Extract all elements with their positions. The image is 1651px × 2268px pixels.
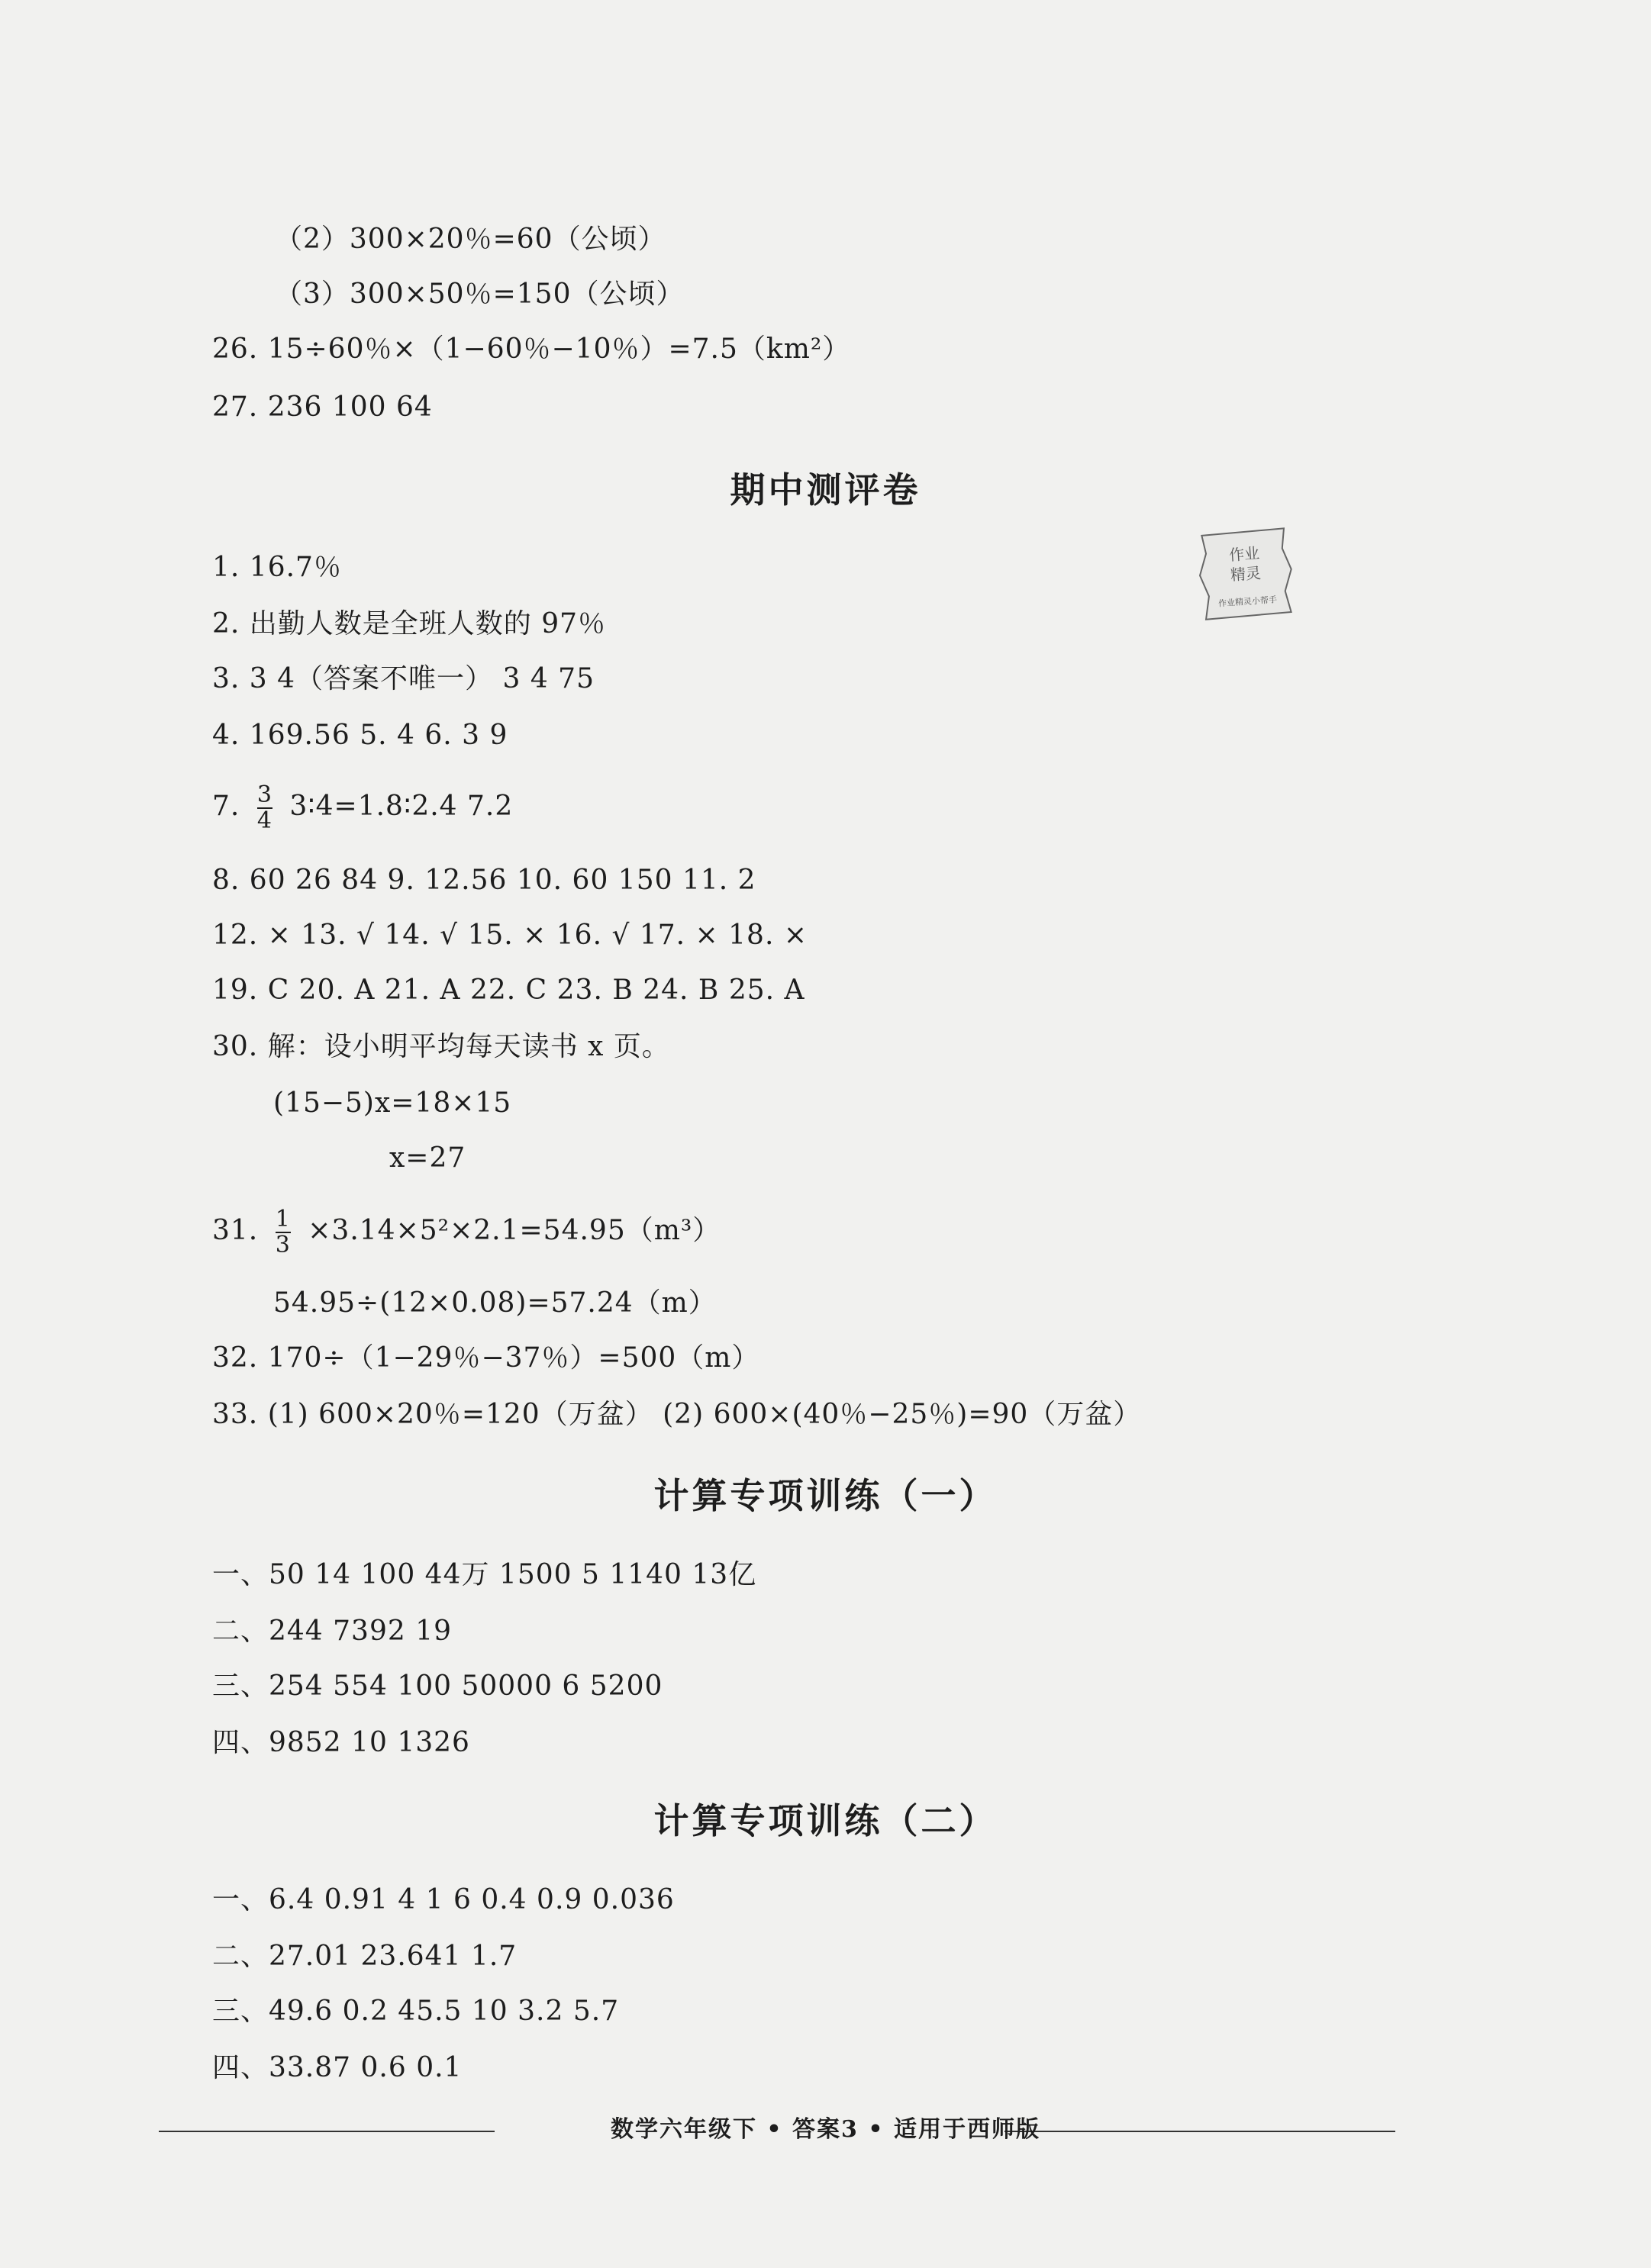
answer-line: 一、50 14 100 44万 1500 5 1140 13亿 <box>212 1559 757 1590</box>
answer-line: 二、27.01 23.641 1.7 <box>212 1941 518 1972</box>
answer-line: 1. 16.7％ <box>212 552 342 583</box>
fraction-denominator: 3 <box>275 1232 291 1258</box>
answer-line-with-fraction <box>212 783 513 833</box>
question-number: 31. <box>212 1215 259 1246</box>
section-title-midterm: 期中测评卷 <box>730 469 921 511</box>
question-number: 7. <box>212 791 240 822</box>
answer-line: 2. 出勤人数是全班人数的 97％ <box>212 608 607 639</box>
fraction <box>257 783 272 833</box>
answer-line: 19. C 20. A 21. A 22. C 23. B 24. B 25. A <box>212 975 805 1006</box>
fraction-numerator: 1 <box>275 1206 291 1232</box>
stamp-text: 精灵 <box>1230 563 1262 585</box>
stamp-text: 作业 <box>1228 543 1260 565</box>
answer-line: 四、9852 10 1326 <box>212 1727 470 1758</box>
answer-line: 3. 3 4（答案不唯一） 3 4 75 <box>212 663 595 694</box>
section-title-calc1: 计算专项训练（一） <box>653 1475 998 1516</box>
answer-text: 3∶4=1.8∶2.4 7.2 <box>289 791 514 822</box>
answer-line: 30. 解：设小明平均每天读书 x 页。 <box>212 1031 670 1062</box>
answer-line: （2）300×20％=60（公顷） <box>275 224 666 255</box>
equation-line: x=27 <box>389 1142 466 1174</box>
equation-line: 54.95÷(12×0.08)=57.24（m） <box>273 1287 717 1319</box>
answer-line: 8. 60 26 84 9. 12.56 10. 60 150 11. 2 <box>212 865 756 896</box>
answer-line: 一、6.4 0.91 4 1 6 0.4 0.9 0.036 <box>212 1884 675 1915</box>
answer-text: ×3.14×5²×2.1=54.95（m³） <box>308 1215 721 1246</box>
fraction <box>276 1207 291 1258</box>
fraction-numerator: 3 <box>256 781 272 808</box>
answer-line: 三、254 554 100 50000 6 5200 <box>212 1670 663 1702</box>
fraction-denominator: 4 <box>256 807 272 834</box>
answer-line: 27. 236 100 64 <box>212 391 433 423</box>
page-footer: 数学六年级下 • 答案3 • 适用于西师版 <box>610 2116 1040 2143</box>
answer-line: 32. 170÷（1−29％−37％）=500（m） <box>212 1342 760 1374</box>
answer-line: 12. × 13. √ 14. √ 15. × 16. √ 17. × 18. × <box>212 920 808 951</box>
answer-line: 26. 15÷60％×（1−60％−10％）=7.5（km²） <box>212 333 851 365</box>
equation-line: (15−5)x=18×15 <box>273 1087 512 1119</box>
answer-line: 三、49.6 0.2 45.5 10 3.2 5.7 <box>212 1996 620 2027</box>
answer-line-with-fraction <box>212 1207 721 1258</box>
answer-line: （3）300×50％=150（公顷） <box>275 279 685 310</box>
answer-line: 四、33.87 0.6 0.1 <box>212 2052 463 2083</box>
watermark-stamp <box>1194 525 1298 623</box>
answer-line: 二、244 7392 19 <box>212 1616 453 1647</box>
answer-line: 4. 169.56 5. 4 6. 3 9 <box>212 720 508 751</box>
answer-line: 33. (1) 600×20％=120（万盆） (2) 600×(40％−25％)=90（万盆） <box>212 1399 1142 1430</box>
stamp-text: 作业精灵小帮手 <box>1217 594 1278 609</box>
section-title-calc2: 计算专项训练（二） <box>653 1800 998 1841</box>
